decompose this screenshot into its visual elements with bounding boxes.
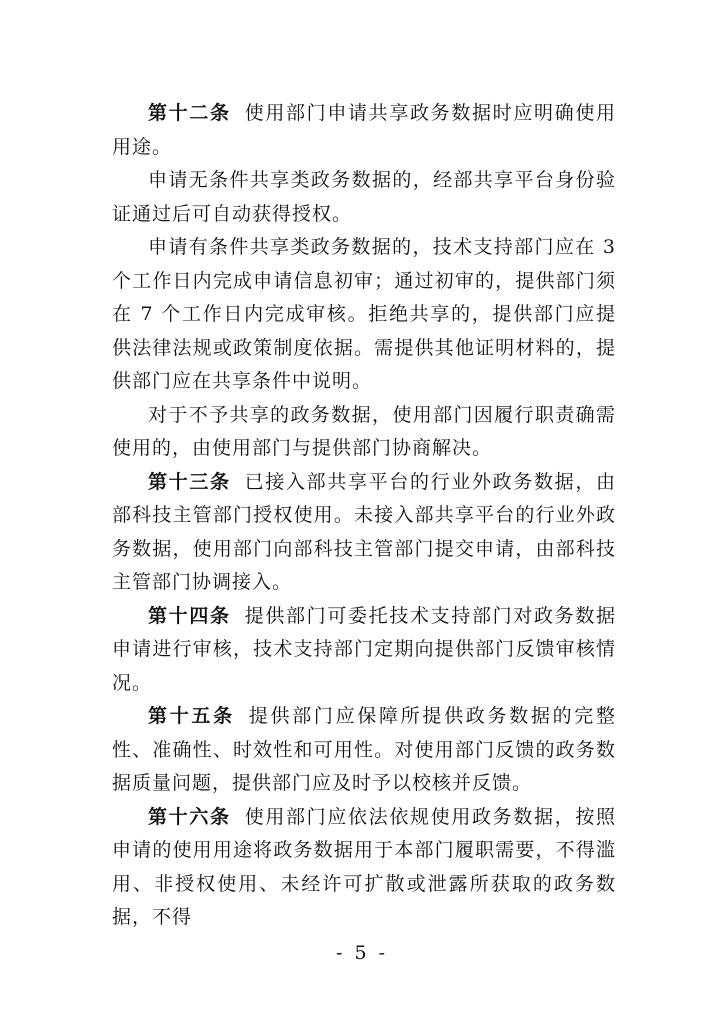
paragraph-article-15 xyxy=(112,700,616,801)
paragraph-unconditional-sharing xyxy=(112,164,616,231)
paragraph-text: 申请有条件共享类政务数据的，技术支持部门应在 3 个工作日内完成申请信息初审；通过初审的，提供部门须在 7 个工作日内完成审核。拒绝共享的，提供部门应提供法律法规或政策制度依据。需提供其他证明材料的，提供部门应在共享条件中说明。 xyxy=(112,236,616,392)
body-text xyxy=(112,97,616,935)
article-label: 第十二条 xyxy=(148,102,231,124)
article-label: 第十五条 xyxy=(148,705,235,727)
paragraph-conditional-sharing xyxy=(112,231,616,399)
article-label: 第十三条 xyxy=(148,470,231,493)
paragraph-text: 使用部门申请共享政务数据时应明确使用用途。 xyxy=(112,102,616,158)
paragraph-article-12 xyxy=(112,97,616,164)
paragraph-text: 对于不予共享的政务数据，使用部门因履行职责确需使用的，由使用部门与提供部门协商解决。 xyxy=(112,403,616,459)
paragraph-article-14 xyxy=(112,600,616,701)
paragraph-no-sharing xyxy=(112,399,616,466)
article-label: 第十四条 xyxy=(148,604,231,627)
paragraph-text: 申请无条件共享类政务数据的，经部共享平台身份验证通过后可自动获得授权。 xyxy=(112,169,616,225)
paragraph-text: 提供部门应保障所提供政务数据的完整性、准确性、时效性和可用性。对使用部门反馈的政务数据质量问题，提供部门应及时予以校核并反馈。 xyxy=(112,705,616,794)
paragraph-article-13 xyxy=(112,466,616,600)
paragraph-text: 提供部门可委托技术支持部门对政务数据申请进行审核，技术支持部门定期向提供部门反馈审核情况。 xyxy=(112,604,616,694)
paragraph-article-16 xyxy=(112,801,616,935)
article-label: 第十六条 xyxy=(148,805,231,828)
paragraph-text: 使用部门应依法依规使用政务数据，按照申请的使用用途将政务数据用于本部门履职需要，不得滥用、非授权使用、未经许可扩散或泄露所获取的政务数据，不得 xyxy=(112,805,616,928)
page-number: - 5 - xyxy=(335,942,388,964)
paragraph-text: 已接入部共享平台的行业外政务数据，由部科技主管部门授权使用。未接入部共享平台的行业外政务数据，使用部门向部科技主管部门提交申请，由部科技主管部门协调接入。 xyxy=(112,470,616,593)
